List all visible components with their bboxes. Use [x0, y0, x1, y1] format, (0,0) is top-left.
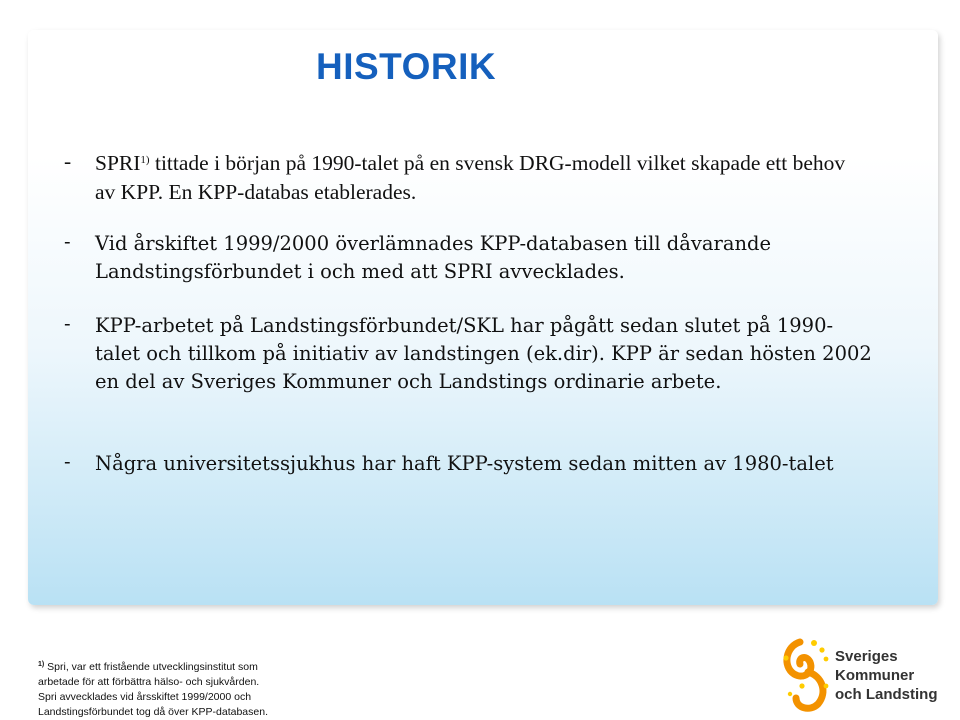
bullet-dash: - [64, 450, 71, 473]
page-title: HISTORIK [316, 46, 497, 87]
footnote-line: arbetade för att förbättra hälso- och sjukvården. [38, 676, 260, 688]
logo-wordmark [835, 647, 938, 704]
bullet-dash: - [64, 230, 71, 253]
footnote-line: Landstingsförbundet tog då över KPP-databasen. [38, 706, 268, 718]
footnote-line [38, 657, 298, 675]
bullet-dash: - [64, 312, 71, 335]
bullet-text: KPP-arbetet på Landstingsförbundet/SKL har pågått sedan slutet på 1990-talet och tillkom på initiativ av landstingen (ek.dir). KPP är sedan hösten 2002 en del av Sveriges Kommuner och Landstings ordinarie arbete. [95, 314, 872, 393]
footnote [38, 657, 298, 720]
bullet-text: Några universitetssjukhus har haft KPP-system sedan mitten av 1980-talet [95, 452, 834, 475]
bullet-text-part: SPRI [95, 151, 141, 175]
footnote-marker: 1) [38, 661, 45, 668]
bullet-dash: - [64, 149, 72, 173]
bullet-item [64, 450, 904, 478]
logo-line: och Landsting [835, 686, 938, 703]
footnote-ref: 1) [140, 154, 150, 166]
bullet-item [64, 146, 864, 207]
logo-line: Sveriges [835, 648, 898, 665]
footnote-line: Spri avvecklades vid årsskiftet 1999/2000 och [38, 691, 252, 703]
bullet-item [64, 312, 874, 396]
bullet-text: Vid årskiftet 1999/2000 överlämnades KPP-databasen till dåvarande Landstingsförbundet i och med att SPRI avvecklades. [95, 232, 772, 283]
bullet-text-part: tittade i början på 1990-talet på en svensk DRG-modell vilket skapade ett behov av KPP. En KPP-databas etablerades. [95, 151, 846, 204]
bullet-item [64, 230, 874, 286]
logo-line: Kommuner [835, 667, 915, 684]
footnote-text: Spri, var ett fristående utvecklingsinstitut som [44, 661, 258, 673]
bullet-text [95, 146, 864, 207]
